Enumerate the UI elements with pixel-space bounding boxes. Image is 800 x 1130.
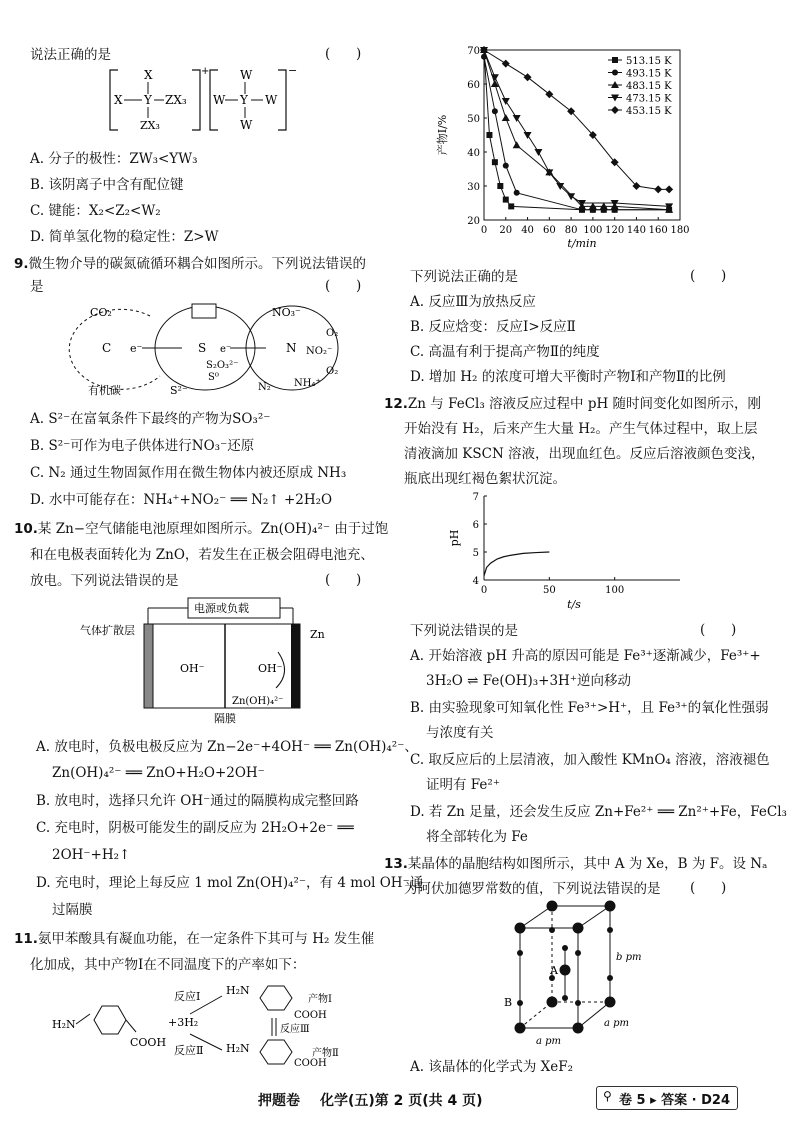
anion-w-right: W [265, 93, 278, 107]
q12-option-c-cont: 证明有 Fe²⁺ [426, 777, 500, 793]
oh-right-label: OH⁻ [258, 662, 283, 675]
sulfur-label: S [198, 341, 207, 355]
q10-option-a-cont: Zn(OH)₄²⁻ ══ ZnO+H₂O+2OH⁻ [52, 765, 265, 781]
a-pm-bottom-label: a pm [536, 1036, 562, 1047]
reaction-1-label: 反应Ⅰ [174, 990, 201, 1003]
legend-label: 473.15 K [626, 93, 672, 105]
zn-label: Zn [310, 628, 325, 641]
x-tick-label: 120 [605, 225, 625, 236]
y-tick-label: 40 [467, 148, 480, 159]
q13-stem-line1: 13.某晶体的晶胞结构如图所示，其中 A 为 Xe，B 为 F。设 Nₐ [384, 856, 768, 872]
data-point [502, 60, 510, 68]
anion-charge: − [288, 64, 298, 77]
nitrate-label: NO₃⁻ [272, 306, 301, 319]
zincate-label: Zn(OH)₄²⁻ [232, 696, 284, 707]
q13-number: 13. [384, 856, 408, 872]
y-tick-label: 70 [467, 46, 480, 57]
product2-label: 产物Ⅱ [312, 1048, 339, 1059]
atom-a-label: A [550, 964, 558, 977]
q10-stem-line2: 和在电极表面转化为 ZnO，若发生在正极会阻碍电池充、 [30, 547, 374, 563]
e-label-2: e⁻ [220, 344, 232, 355]
data-point [513, 115, 521, 122]
q13-unit-cell-diagram [500, 898, 660, 1048]
q12-option-d-cont: 将全部转化为 Fe [426, 829, 528, 845]
legend-marker [611, 106, 619, 114]
x-axis-label: t/s [567, 598, 581, 611]
q13-stem-line2: 为阿伏加德罗常数的值，下列说法错误的是 [404, 881, 661, 897]
q12-stem2: 下列说法错误的是 [410, 623, 518, 639]
product1-cooh: COOH [294, 1010, 327, 1021]
carbon-label: C [102, 341, 112, 355]
q12-stem-line1: 12.Zn 与 FeCl₃ 溶液反应过程中 pH 随时间变化如图所示，刚 [384, 396, 762, 412]
anion-w-bottom: W [240, 118, 253, 132]
cation-charge: + [201, 66, 210, 77]
q10-stem-line1: 10.某 Zn−空气储能电池原理如图所示。Zn(OH)₄²⁻ 由于过饱 [14, 521, 389, 537]
y-tick-label: 50 [467, 114, 480, 125]
q9-option-c: C. N₂ 通过生物固氮作用在微生物体内被还原成 NH₃ [30, 465, 347, 481]
q9-cycle-diagram [30, 298, 370, 400]
x-axis-label: t/min [567, 237, 597, 250]
q12-option-c: C. 取反应后的上层清液，加入酸性 KMnO₄ 溶液，溶液褪色 [410, 752, 770, 768]
anion-w-left: W [213, 93, 226, 107]
q12-stem-line2: 开始没有 H₂，后来产生大量 H₂。产生气体过程中，取上层 [404, 421, 758, 437]
cation-zx3-right: ZX₃ [165, 93, 187, 107]
membrane-label: 隔膜 [214, 712, 236, 725]
q9-option-b: B. S²⁻可作为电子供体进行NO₃⁻还原 [30, 438, 255, 454]
oh-left-label: OH⁻ [180, 662, 205, 675]
s0-label: S⁰ [208, 372, 219, 383]
q11-stem-line2: 化加成，其中产物Ⅰ在不同温度下的产率如下： [30, 957, 306, 973]
q10-option-b: B. 放电时，选择只允许 OH⁻通过的隔膜构成完整回路 [36, 793, 359, 809]
x-tick-label: 80 [564, 225, 578, 236]
data-point [665, 185, 673, 193]
ammonium-label: NH₄⁺ [294, 378, 321, 389]
q12-option-a-cont: 3H₂O ⇌ Fe(OH)₃+3H⁺逆向移动 [426, 673, 631, 689]
product1-h2n: H₂N [226, 984, 250, 997]
data-point [503, 197, 509, 203]
nitrogen-label: N [286, 341, 297, 355]
q11-reaction-scheme [50, 978, 370, 1068]
x-tick-label: 50 [542, 585, 556, 596]
q9-option-a: A. S²⁻在富氧条件下最终的产物为SO₃²⁻ [30, 411, 271, 427]
x-tick-label: 100 [605, 585, 625, 596]
q12-option-d: D. 若 Zn 足量，还会发生反应 Zn+Fe²⁺ ══ Zn²⁺+Fe，FeCl₃ [410, 804, 787, 820]
q8-option-a: A. 分子的极性：ZW₃<YW₃ [30, 151, 198, 167]
q11-cont-stem: 下列说法正确的是 [410, 269, 518, 285]
legend-label: 483.15 K [626, 81, 672, 92]
legend-marker [612, 70, 618, 76]
cation-x-top: X [144, 68, 153, 82]
q9-option-d: D. 水中可能存在：NH₄⁺+NO₂⁻ ══ N₂↑ +2H₂O [30, 492, 333, 508]
y-tick-label: 60 [467, 80, 480, 91]
q10-option-c: C. 充电时，阴极可能发生的副反应为 2H₂O+2e⁻ ══ [36, 820, 354, 836]
q11-stem-line1: 11.氨甲苯酸具有凝血功能，在一定条件下其可与 H₂ 发生催 [14, 931, 375, 947]
q12-option-a: A. 开始溶液 pH 升高的原因可能是 Fe³⁺逐渐减少，Fe³⁺+ [410, 648, 761, 664]
q11-option-d: D. 增加 H₂ 的浓度可增大平衡时产物Ⅰ和产物Ⅱ的比例 [410, 369, 726, 385]
q8-ion-structures [100, 64, 300, 139]
data-point [492, 108, 498, 114]
data-point [567, 193, 575, 200]
q9-number: 9. [14, 256, 29, 272]
y-tick-label: 4 [472, 576, 479, 587]
x-tick-label: 0 [480, 585, 488, 596]
q10-stem-line3: 放电。下列说法错误的是 [30, 573, 179, 589]
q8-answer-paren: ( ) [325, 46, 362, 62]
data-point [502, 98, 510, 105]
q12-stem-line3: 清液滴加 KSCN 溶液，出现血红色。反应后溶液颜色变浅， [404, 446, 765, 462]
x-tick-label: 0 [480, 225, 488, 236]
legend-marker [612, 57, 618, 63]
q11-option-b: B. 反应焓变：反应Ⅰ>反应Ⅱ [410, 319, 576, 335]
q12-option-b: B. 由实验现象可知氧化性 Fe³⁺>H⁺，且 Fe³⁺的氧化性强弱 [410, 700, 769, 716]
q13-answer-paren: ( ) [690, 880, 727, 896]
reaction-2-label: 反应Ⅱ [174, 1044, 204, 1057]
product-yield-chart [432, 42, 692, 264]
q10-answer-paren: ( ) [325, 572, 362, 588]
product2-h2n: H₂N [226, 1042, 250, 1055]
x-tick-label: 140 [626, 225, 646, 236]
plus-h2: +3H₂ [168, 1016, 199, 1029]
q10-option-d: D. 充电时，理论上每反应 1 mol Zn(OH)₄²⁻，有 4 mol OH⁻通 [36, 875, 424, 891]
q12-answer-paren: ( ) [700, 622, 737, 638]
sulfide-label: S²⁻ [170, 384, 188, 397]
x-tick-label: 40 [521, 225, 534, 236]
data-point [492, 159, 498, 165]
data-point [491, 74, 499, 81]
power-load-label: 电源或负载 [194, 602, 249, 615]
o2-label-bottom: O₂ [326, 366, 339, 377]
q8-option-c: C. 键能：X₂<Z₂<W₂ [30, 203, 161, 219]
gas-diffusion-label: 气体扩散层 [80, 624, 135, 637]
n2-label: N₂ [258, 382, 271, 393]
data-point [486, 132, 492, 138]
footer-brand: 押题卷 [258, 1093, 300, 1109]
y-tick-label: 6 [472, 520, 479, 531]
q12-stem-line4: 瓶底出现红褐色絮状沉淀。 [404, 471, 566, 487]
search-icon: ⚲ [603, 1089, 612, 1103]
b-pm-label: b pm [616, 952, 642, 963]
data-point [514, 190, 520, 196]
y-tick-label: 30 [467, 182, 480, 193]
y-tick-label: 7 [472, 492, 479, 503]
answer-tag-box [596, 1086, 738, 1110]
q11-number: 11. [14, 931, 38, 947]
y-axis-label: pH [448, 529, 461, 547]
data-point [503, 163, 509, 169]
x-tick-label: 180 [670, 225, 690, 236]
q9-answer-paren: ( ) [325, 278, 362, 294]
x-tick-label: 160 [648, 225, 668, 236]
q11-option-a: A. 反应Ⅲ为放热反应 [410, 294, 536, 310]
q12-option-b-cont: 与浓度有关 [426, 725, 494, 741]
q12-number: 12. [384, 396, 408, 412]
q10-option-d-cont: 过隔膜 [52, 902, 93, 918]
cation-x-left: X [114, 93, 123, 107]
legend-label: 453.15 K [626, 106, 672, 117]
q10-battery-diagram [80, 596, 340, 726]
ph-curve [484, 552, 549, 576]
x-tick-label: 60 [542, 225, 556, 236]
answer-tag-text: 卷 5 ▸ 答案 · D24 [619, 1093, 731, 1108]
legend-label: 513.15 K [626, 56, 672, 67]
cation-y: Y [144, 93, 152, 107]
organic-carbon-label: 有机碳 [88, 384, 121, 397]
a-pm-side-label: a pm [604, 1018, 630, 1029]
data-point [524, 132, 532, 139]
e-label-1: e⁻ [130, 342, 143, 355]
q8-stem: 说法正确的是 [30, 47, 111, 63]
data-point [654, 185, 662, 193]
y-tick-label: 20 [467, 216, 480, 227]
q13-option-a: A. 该晶体的化学式为 XeF₂ [410, 1059, 574, 1075]
anion-w-top: W [240, 68, 253, 82]
product2-cooh: COOH [294, 1058, 327, 1068]
reactant-cooh: COOH [130, 1036, 167, 1049]
x-tick-label: 20 [499, 225, 513, 236]
o2-label-top: O₂ [326, 328, 339, 339]
q11-cont-answer-paren: ( ) [690, 268, 727, 284]
q10-option-a: A. 放电时，负极电极反应为 Zn−2e⁻+4OH⁻ ══ Zn(OH)₄²⁻、 [36, 739, 418, 755]
data-point [513, 141, 521, 148]
anion-y: Y [240, 93, 248, 107]
q8-option-b: B. 该阴离子中含有配位键 [30, 177, 184, 193]
footer-page-info: 化学(五)第 2 页(共 4 页) [320, 1093, 483, 1109]
data-point [534, 149, 542, 156]
data-point [502, 114, 510, 121]
q11-option-c: C. 高温有利于提高产物Ⅱ的纯度 [410, 344, 600, 360]
legend-label: 493.15 K [626, 68, 672, 80]
cation-zx3-bottom: ZX₃ [140, 119, 160, 132]
product1-label: 产物Ⅰ [308, 994, 332, 1005]
y-axis-label: 产物Ⅰ/% [436, 114, 449, 156]
reaction-3-label: 反应Ⅲ [280, 1024, 310, 1035]
ph-time-chart [448, 490, 688, 618]
co2-label: CO₂ [90, 306, 112, 319]
q9-stem-line2: 是 [30, 279, 44, 295]
y-tick-label: 5 [472, 548, 479, 559]
q10-number: 10. [14, 521, 38, 537]
thiosulfate-label: S₂O₃²⁻ [206, 360, 239, 371]
reactant-h2n: H₂N [52, 1018, 76, 1031]
nitrite-label: NO₂⁻ [306, 346, 333, 357]
data-point [497, 183, 503, 189]
q9-stem-line1: 9.微生物介导的碳氮硫循环耦合如图所示。下列说法错误的 [14, 256, 367, 272]
x-tick-label: 100 [583, 225, 603, 236]
q10-option-c-cont: 2OH⁻+H₂↑ [52, 847, 131, 863]
data-point [508, 203, 514, 209]
atom-b-label: B [504, 996, 513, 1009]
q8-option-d: D. 简单氢化物的稳定性：Z>W [30, 229, 219, 245]
